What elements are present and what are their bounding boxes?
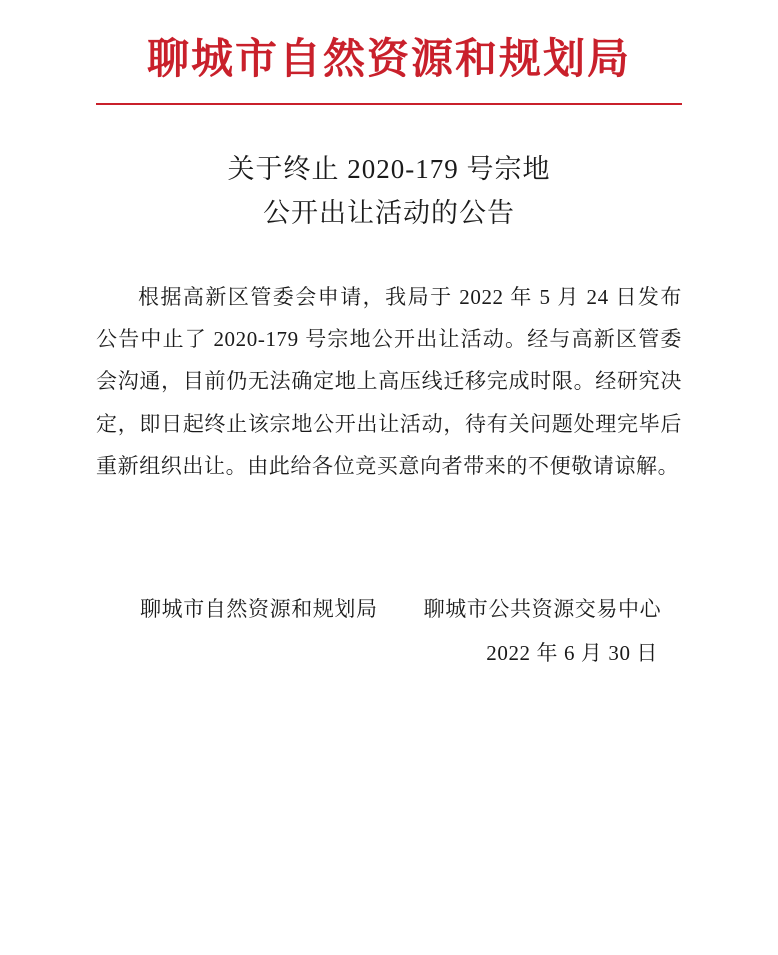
signature-issuer-1: 聊城市自然资源和规划局 bbox=[140, 596, 378, 621]
page-title bbox=[96, 147, 682, 236]
document-body bbox=[96, 276, 682, 488]
signature-issuers bbox=[96, 588, 682, 630]
page-title-line-1: 关于终止 2020-179 号宗地 bbox=[227, 153, 551, 184]
signature-date-row bbox=[96, 632, 682, 674]
signature-issuer-2: 聊城市公共资源交易中心 bbox=[423, 596, 662, 621]
signature-block bbox=[96, 588, 682, 674]
body-paragraph: 根据高新区管委会申请，我局于 2022 年 5 月 24 日发布公告中止了 2020-179 号宗地公开出让活动。经与高新区管委会沟通，目前仍无法确定地上高压线迁移完成时限。经研究决定，即日起终止该宗地公开出让活动，待有关问题处理完毕后重新组织出让。由此给各位竞买意向者带来的不便敬请谅解。 bbox=[96, 284, 682, 479]
signature-date: 2022 年 6 月 30 日 bbox=[486, 640, 658, 665]
letterhead-organization-name: 聊城市自然资源和规划局 bbox=[146, 37, 631, 83]
page-title-line-2: 公开出让活动的公告 bbox=[263, 198, 515, 229]
letterhead-divider bbox=[96, 103, 682, 105]
letterhead bbox=[96, 0, 682, 105]
